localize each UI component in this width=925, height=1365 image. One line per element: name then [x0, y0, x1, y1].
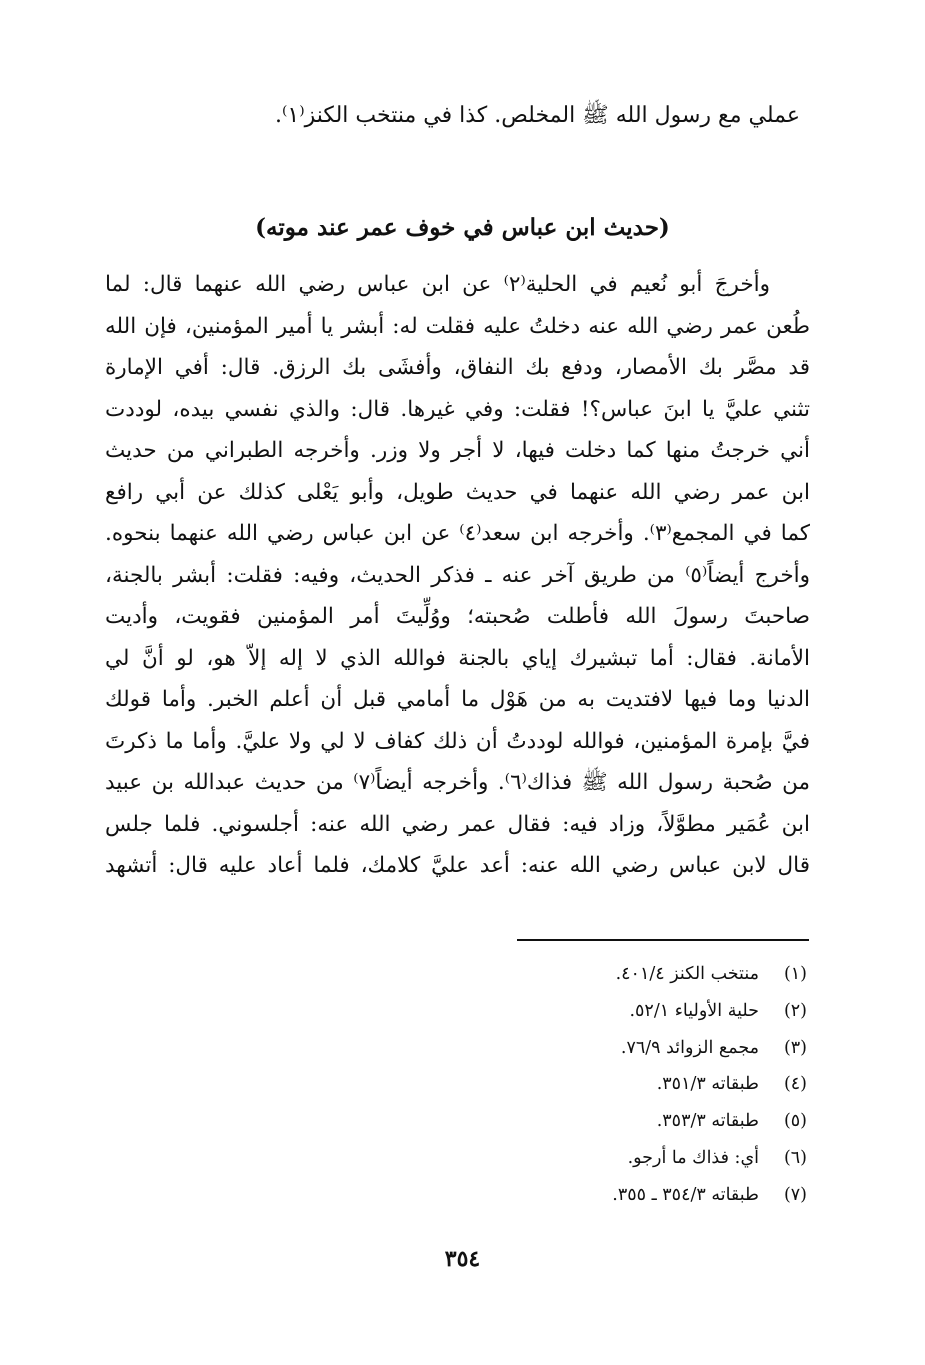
body-line: كما في المجمع⁽٣⁾. وأخرجه ابن سعد⁽٤⁾ عن ابن عباس رضي الله عنهما بنحوه.	[105, 521, 810, 546]
footnote-number: (٥)	[783, 1111, 807, 1132]
section-heading: (حديث ابن عباس في خوف عمر عند موته)	[255, 214, 670, 241]
body-line: قد مصَّر بك الأمصار، ودفع بك النفاق، وأفشَى بك الرزق. قال: أفي الإمارة	[105, 355, 810, 380]
footnote-item	[387, 1103, 807, 1140]
footnote-number: (٧)	[783, 1184, 807, 1205]
body-line: تثني عليَّ يا ابنَ عباس؟! فقلت: وفي غيرها. قال: والذي نفسي بيده، لوددت	[105, 396, 810, 422]
body-line: وأخرج أيضاً⁽٥⁾ من طريق آخر عنه ـ فذكر الحديث، وفيه: فقلت: أبشر بالجنة،	[105, 562, 810, 588]
body-line: صاحبتَ رسولَ الله فأطلت صُحبته؛ ووُلِّيتَ أمر المؤمنين فقويت، وأديت	[105, 604, 810, 629]
footnote-item	[387, 1066, 807, 1103]
body-line: الأمانة. فقال: أما تبشيرك إياي بالجنة فوالله الذي لا إله إلاّ هو، لو أنَّ لي	[105, 645, 810, 671]
footnotes	[387, 956, 807, 1214]
body-line: فيَّ بإمرة المؤمنين، فوالله لوددتُ أن ذلك كفاف لا لي ولا عليَّ. وأما ما ذكرتَ	[105, 728, 810, 754]
body-line: من صُحبة رسول الله ﷺ فذاك⁽٦⁾. وأخرجه أيضاً⁽٧⁾ من حديث عبدالله بن عبيد	[105, 770, 810, 795]
body-line: طُعن عمر رضي الله عنه دخلتُ عليه فقلت له: أبشر يا أمير المؤمنين، فإن الله	[105, 313, 810, 339]
footnote-text: منتخب الكنز ٤٠١/٤.	[615, 964, 759, 984]
footnote-text: طبقاته ٣٥٤/٣ ـ ٣٥٥.	[612, 1184, 759, 1205]
footnote-number: (٦)	[783, 1147, 807, 1168]
footnote-text: أي: فذاك ما أرجو.	[627, 1147, 759, 1168]
footnote-number: (١)	[783, 964, 807, 984]
body-line: أني خرجتُ منها كما دخلت فيها، لا أجر ولا وزر. وأخرجه الطبراني من حديث	[105, 438, 810, 463]
page-number: ٣٥٤	[444, 1246, 481, 1272]
footnote-text: طبقاته ٣٥٣/٣.	[656, 1111, 759, 1132]
footnote-item	[387, 1177, 807, 1214]
footnote-number: (٤)	[783, 1074, 807, 1095]
footnote-number: (٢)	[783, 1000, 807, 1021]
body-line: وأخرجَ أبو نُعيم في الحلية⁽٢⁾ عن ابن عباس رضي الله عنهما قال: لما	[105, 272, 770, 297]
body-text	[105, 264, 810, 887]
footnote-divider	[517, 939, 809, 941]
body-line: ابن عُمَير مطوَّلاً، وزاد فيه: فقال عمر رضي الله عنه: أجلسوني. فلما جلس	[105, 811, 810, 837]
footnote-text: طبقاته ٣٥١/٣.	[656, 1074, 759, 1095]
footnote-text: مجمع الزوائد ٧٦/٩.	[620, 1037, 759, 1058]
body-line: ابن عمر رضي الله عنهما في حديث طويل، وأبو يَعْلى كذلك عن أبي رافع	[105, 479, 810, 505]
footnote-number: (٣)	[783, 1037, 807, 1058]
footnote-item	[387, 993, 807, 1030]
footnote-item	[387, 1030, 807, 1067]
footnote-item	[387, 956, 807, 993]
footnote-text: حلية الأولياء ٥٢/١.	[629, 1000, 759, 1021]
body-line: الدنيا وما فيها لافتديت به من هَوْل ما أمامي قبل أن أعلم الخبر. وأما قولك	[105, 687, 810, 712]
body-line: قال لابن عباس رضي الله عنه: أعد عليَّ كلامك، فلما أعاد عليه قال: أتشهد	[105, 853, 810, 878]
footnote-item	[387, 1140, 807, 1177]
continuation-line: عملي مع رسول الله ﷺ المخلص. كذا في منتخب الكنز⁽١⁾.	[275, 103, 800, 128]
